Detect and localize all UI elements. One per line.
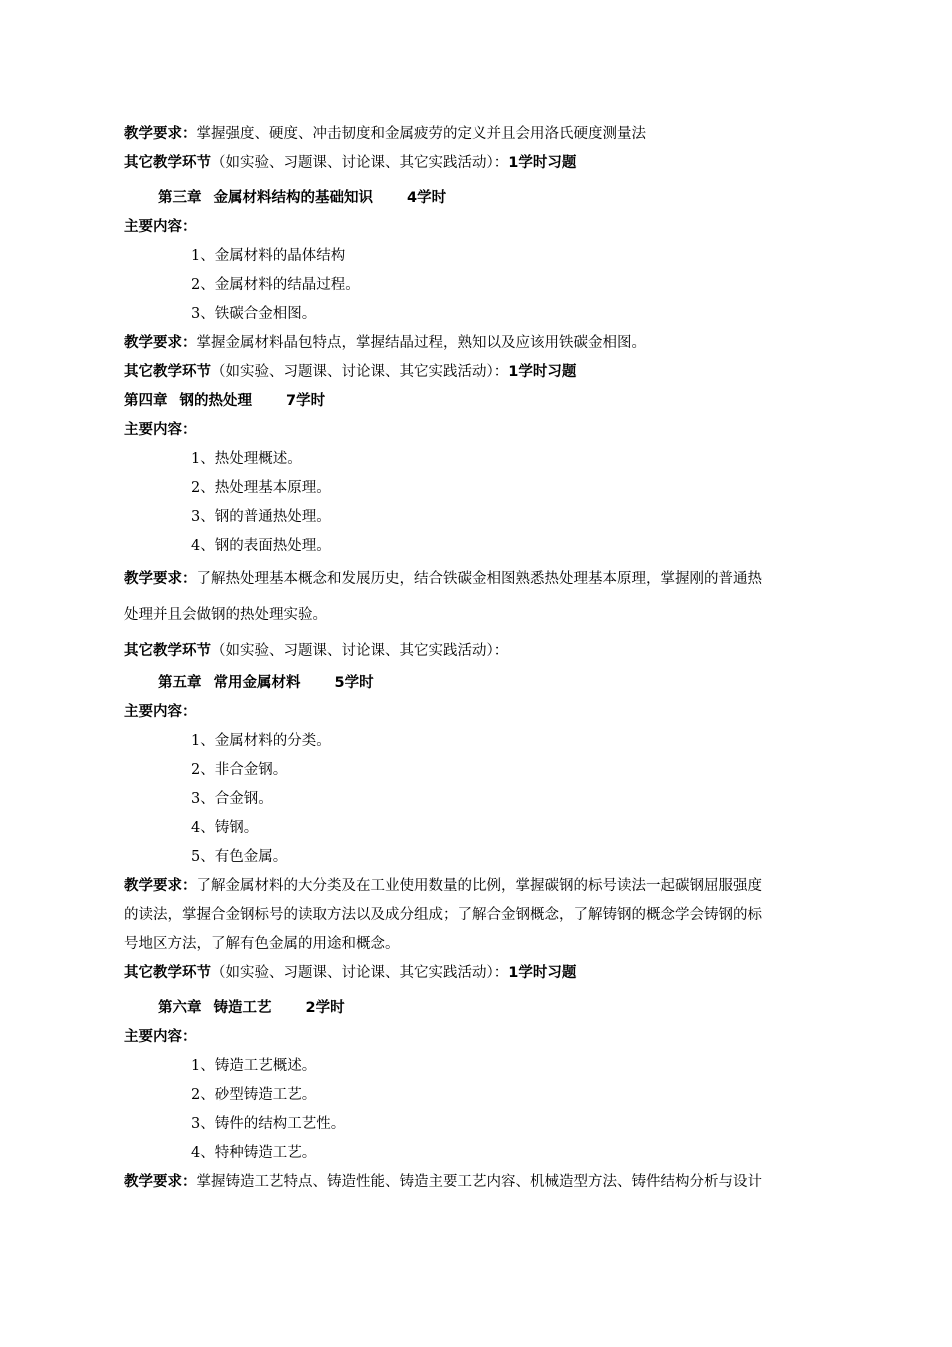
other-teaching-links	[124, 358, 859, 387]
chapter-title: 钢的热处理	[179, 393, 252, 409]
other-links-label: 其它教学环节	[124, 965, 211, 981]
teaching-req-text: 掌握铸造工艺特点、铸造性能、铸造主要工艺内容、机械造型方法、铸件结构分析与设计	[196, 1174, 762, 1190]
list-item: 1、金属材料的分类。	[191, 733, 331, 749]
chapter-hours: 5学时	[334, 675, 374, 691]
other-links-label: 其它教学环节	[124, 364, 211, 380]
teaching-req-text: 了解热处理基本概念和发展历史，结合铁碳金相图熟悉热处理基本原理，掌握刚的普通热	[196, 571, 762, 587]
list-item: 3、合金钢。	[191, 791, 273, 807]
chapter-title: 常用金属材料	[213, 675, 301, 691]
other-links-value: 1学时习题	[508, 965, 577, 981]
teaching-requirement	[124, 1168, 859, 1197]
other-teaching-links	[124, 633, 859, 669]
list-item: 3、铸件的结构工艺性。	[191, 1116, 346, 1132]
main-content-label: 主要内容：	[124, 1029, 197, 1045]
teaching-req-label: 教学要求：	[124, 571, 197, 587]
main-content-label: 主要内容：	[124, 422, 197, 438]
teaching-req-text: 掌握金属材料晶包特点，掌握结晶过程，熟知以及应该用铁碳金相图。	[196, 335, 646, 351]
chapter-number: 第六章	[158, 1000, 202, 1016]
teaching-req-label: 教学要求：	[124, 878, 197, 894]
chapter-number: 第三章	[158, 190, 202, 206]
other-links-value: 1学时习题	[508, 364, 577, 380]
teaching-requirement	[124, 120, 859, 149]
teaching-requirement	[124, 872, 859, 959]
other-links-paren: （如实验、习题课、讨论课、其它实践活动）：	[211, 965, 509, 981]
list-item: 2、金属材料的结晶过程。	[191, 277, 360, 293]
chapter-hours: 4学时	[407, 190, 447, 206]
other-teaching-links	[124, 149, 859, 178]
list-item: 3、钢的普通热处理。	[191, 509, 331, 525]
teaching-req-text: 掌握强度、硬度、冲击韧度和金属疲劳的定义并且会用洛氏硬度测量法	[196, 126, 646, 142]
other-links-paren: （如实验、习题课、讨论课、其它实践活动）：	[211, 364, 509, 380]
chapter-title: 金属材料结构的基础知识	[213, 190, 373, 206]
teaching-requirement	[124, 561, 859, 633]
chapter-heading	[124, 184, 859, 213]
list-item: 2、砂型铸造工艺。	[191, 1087, 317, 1103]
list-item: 3、铁碳合金相图。	[191, 306, 317, 322]
list-item: 4、铸钢。	[191, 820, 259, 836]
chapter-number: 第五章	[158, 675, 202, 691]
chapter-title: 铸造工艺	[213, 1000, 272, 1016]
main-content-label: 主要内容：	[124, 219, 197, 235]
teaching-req-text-cont: 号地区方法，了解有色金属的用途和概念。	[124, 936, 400, 952]
chapter-heading	[124, 669, 859, 698]
other-links-value: 1学时习题	[508, 155, 577, 171]
list-item: 4、特种铸造工艺。	[191, 1145, 317, 1161]
teaching-req-text-cont: 的读法，掌握合金钢标号的读取方法以及成分组成；了解合金钢概念，了解铸钢的概念学会铸钢的标	[124, 907, 762, 923]
list-item: 1、热处理概述。	[191, 451, 302, 467]
teaching-req-text: 了解金属材料的大分类及在工业使用数量的比例，掌握碳钢的标号读法一起碳钢屈服强度	[196, 878, 762, 894]
other-links-label: 其它教学环节	[124, 155, 211, 171]
chapter-heading	[124, 387, 859, 416]
chapter-number: 第四章	[124, 393, 168, 409]
other-links-paren: （如实验、习题课、讨论课、其它实践活动）：	[211, 155, 509, 171]
teaching-req-label: 教学要求：	[124, 335, 197, 351]
teaching-req-label: 教学要求：	[124, 1174, 197, 1190]
chapter-hours: 7学时	[286, 393, 326, 409]
other-links-paren: （如实验、习题课、讨论课、其它实践活动）：	[211, 643, 509, 659]
teaching-req-text-cont: 处理并且会做钢的热处理实验。	[124, 607, 327, 623]
list-item: 2、热处理基本原理。	[191, 480, 331, 496]
list-item: 4、钢的表面热处理。	[191, 538, 331, 554]
other-teaching-links	[124, 959, 859, 988]
other-links-label: 其它教学环节	[124, 643, 211, 659]
chapter-heading	[124, 994, 859, 1023]
document-page	[124, 120, 859, 1197]
main-content-label: 主要内容：	[124, 704, 197, 720]
teaching-req-label: 教学要求：	[124, 126, 197, 142]
list-item: 1、金属材料的晶体结构	[191, 248, 346, 264]
teaching-requirement	[124, 329, 859, 358]
list-item: 1、铸造工艺概述。	[191, 1058, 317, 1074]
list-item: 2、非合金钢。	[191, 762, 288, 778]
list-item: 5、有色金属。	[191, 849, 288, 865]
chapter-hours: 2学时	[305, 1000, 345, 1016]
